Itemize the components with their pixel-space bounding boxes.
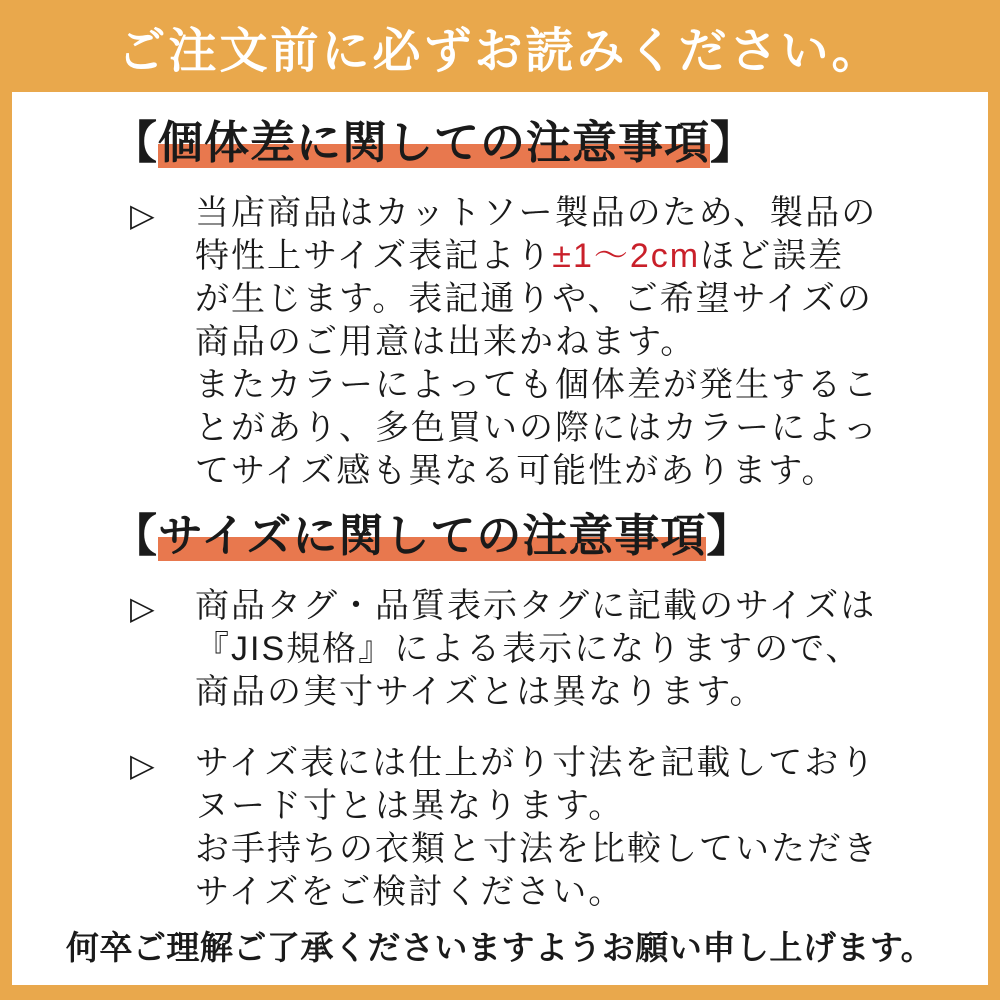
footer-note: 何卒ご理解ご了承くださいますようお願い申し上げます。	[65, 929, 935, 966]
top-banner	[0, 0, 1000, 92]
notice-line: お手持ちの衣類と寸法を比較していただき	[195, 830, 879, 868]
section-heading-individual-difference	[112, 114, 988, 172]
heading-underline-text: 個体差に関しての注意事項	[158, 117, 711, 168]
notice-line: 『JIS規格』による表示になりますので、	[195, 630, 862, 668]
heading-bracket-close: 】	[710, 117, 757, 168]
notice-text	[195, 585, 876, 714]
section-heading-size	[112, 507, 988, 565]
notice-line: サイズをご検討ください。	[195, 873, 625, 911]
notice-line: 商品のご用意は出来かねます。	[195, 323, 697, 361]
triangle-bullet-icon: ▷	[130, 590, 155, 626]
accent-red-text: ±1〜2cm	[552, 237, 701, 275]
notice-line: ヌード寸とは異なります。	[195, 787, 625, 825]
heading-underline-text: サイズに関しての注意事項	[158, 510, 707, 561]
notice-line: 商品タグ・品質表示タグに記載のサイズは	[195, 587, 877, 625]
notice-line: が生じます。表記通りや、ご希望サイズの	[195, 280, 873, 318]
notice-item	[130, 742, 988, 914]
notice-item	[130, 192, 988, 493]
notice-line: 当店商品はカットソー製品のため、製品の	[195, 194, 878, 232]
notice-line: 商品の実寸サイズとは異なります。	[195, 673, 766, 711]
triangle-bullet-icon: ▷	[130, 747, 155, 783]
notice-line-part: ほど誤差	[700, 237, 845, 275]
notice-line: サイズ表には仕上がり寸法を記載しており	[195, 744, 877, 782]
notice-line: てサイズ感も異なる可能性があります。	[195, 452, 838, 490]
heading-bracket-open: 【	[112, 117, 159, 168]
notice-line	[195, 235, 879, 278]
notice-line: またカラーによっても個体差が発生するこ	[195, 366, 879, 404]
heading-bracket-close: 】	[706, 510, 753, 561]
content-panel	[12, 92, 988, 985]
triangle-bullet-icon: ▷	[130, 197, 155, 233]
banner-title: ご注文前に必ずお読みください。	[117, 24, 883, 78]
notice-text	[195, 192, 879, 493]
notice-line: とがあり、多色買いの際にはカラーによっ	[195, 409, 879, 447]
notice-item	[130, 585, 988, 714]
heading-bracket-open: 【	[112, 510, 159, 561]
notice-line-part: 特性上サイズ表記より	[195, 237, 553, 275]
notice-text	[195, 742, 879, 914]
